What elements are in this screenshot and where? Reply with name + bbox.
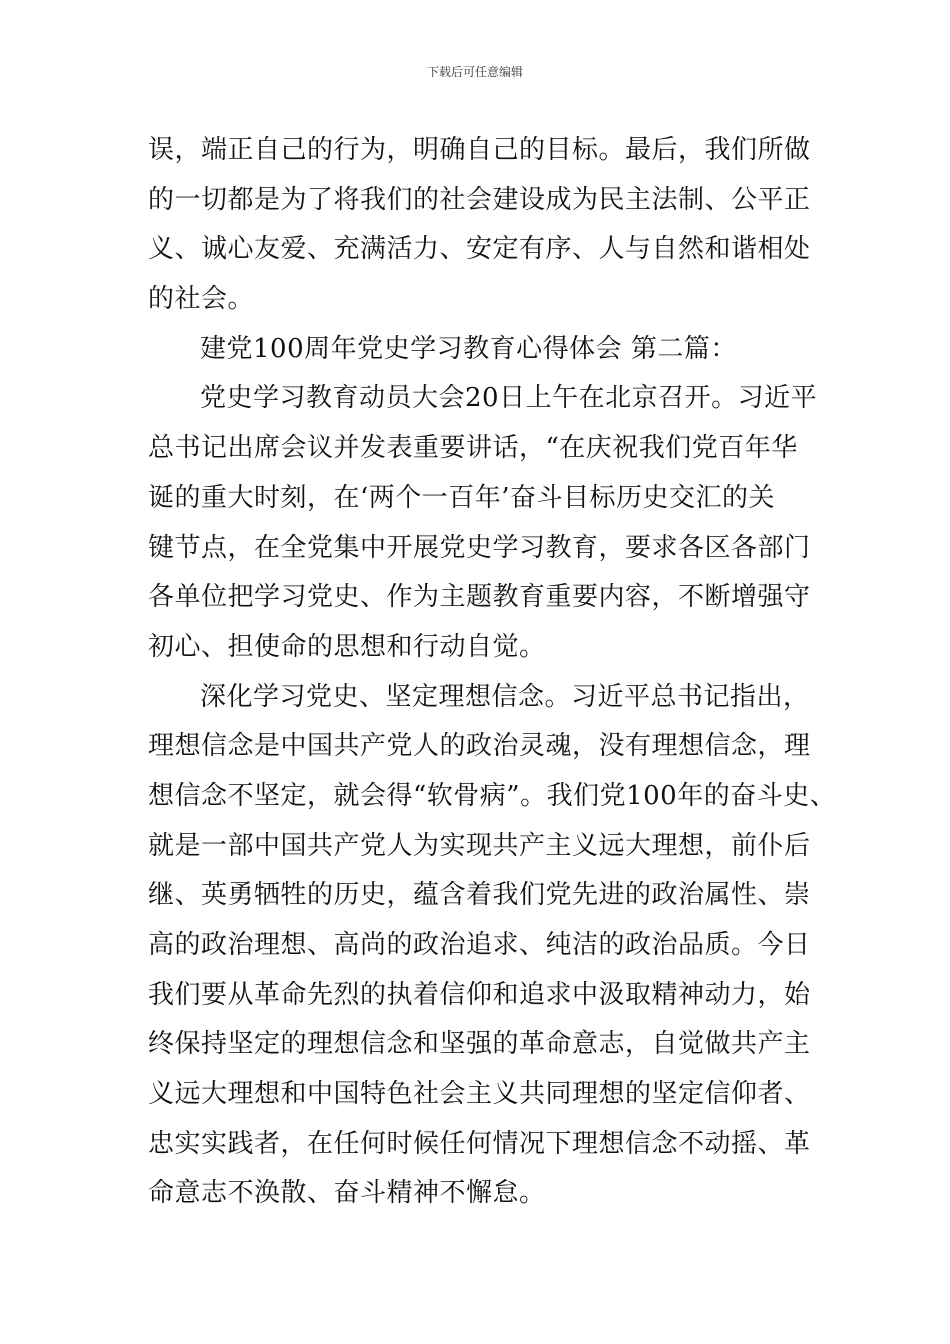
text-line: 就是一部中国共产党人为实现共产主义远大理想，前仆后 bbox=[148, 830, 811, 861]
text-line: 继、英勇牺牲的历史，蕴含着我们党先进的政治属性、崇 bbox=[148, 880, 811, 911]
text-line: 忠实实践者，在任何时候任何情况下理想信念不动摇、革 bbox=[148, 1128, 811, 1159]
section-heading: 建党100周年党史学习教育心得体会 第二篇： bbox=[200, 333, 737, 364]
text-line: 党史学习教育动员大会20日上午在北京召开。习近平 bbox=[200, 383, 818, 414]
text-line: 理想信念是中国共产党人的政治灵魂，没有理想信念，理 bbox=[148, 731, 811, 762]
text-line: 诞的重大时刻，在‘两个一百年’奋斗目标历史交汇的关 bbox=[148, 482, 776, 513]
text-line: 义、诚心友爱、充满活力、安定有序、人与自然和谐相处 bbox=[148, 234, 811, 265]
document-body bbox=[148, 126, 837, 1219]
text-line: 终保持坚定的理想信念和坚强的革命意志，自觉做共产主 bbox=[148, 1029, 811, 1060]
text-line: 深化学习党史、坚定理想信念。习近平总书记指出， bbox=[200, 681, 810, 712]
text-line: 各单位把学习党史、作为主题教育重要内容，不断增强守 bbox=[148, 582, 811, 613]
text-line: 初心、担使命的思想和行动自觉。 bbox=[148, 631, 546, 662]
text-line: 误，端正自己的行为，明确自己的目标。最后，我们所做 bbox=[148, 135, 811, 165]
page-header: 下载后可任意编辑 bbox=[426, 65, 523, 79]
text-line: 高的政治理想、高尚的政治追求、纯洁的政治品质。今日 bbox=[148, 930, 811, 960]
text-line: 命意志不涣散、奋斗精神不懈怠。 bbox=[148, 1178, 546, 1209]
text-line: 的一切都是为了将我们的社会建设成为民主法制、公平正 bbox=[148, 184, 811, 215]
text-line: 键节点，在全党集中开展党史学习教育，要求各区各部门 bbox=[148, 532, 811, 563]
text-line: 义远大理想和中国特色社会主义共同理想的坚定信仰者、 bbox=[148, 1079, 811, 1110]
text-line: 我们要从革命先烈的执着信仰和追求中汲取精神动力，始 bbox=[148, 979, 811, 1010]
text-line: 的社会。 bbox=[148, 284, 255, 315]
text-line: 总书记出席会议并发表重要讲话，“在庆祝我们党百年华 bbox=[148, 433, 798, 464]
text-line: 想信念不坚定，就会得“软骨病”。我们党100年的奋斗史、 bbox=[148, 780, 837, 811]
